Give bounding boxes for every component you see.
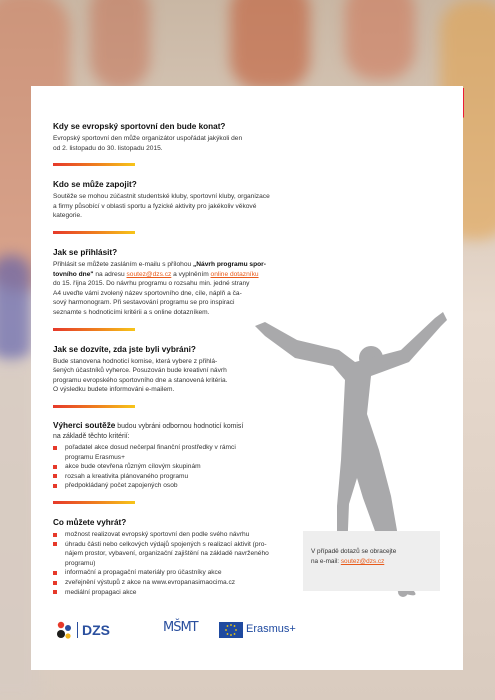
msmt-logo bbox=[163, 616, 213, 644]
text-line: Přihlásit se můžete zasláním e-mailu s přílohou bbox=[53, 260, 193, 268]
text-line: A4 uveďte vámi zvolený název sportovního dne, cíle, náplň a ča- bbox=[53, 289, 242, 297]
item-text: programu) bbox=[65, 559, 96, 567]
dzs-wordmark: DZS bbox=[77, 622, 110, 638]
program-name: tovního dne" bbox=[53, 270, 94, 278]
contact-box bbox=[303, 531, 440, 591]
text-line: na adresu bbox=[93, 270, 127, 278]
questionnaire-link[interactable]: online dotazníku bbox=[210, 270, 259, 278]
list-item: možnost realizovat evropský sportovní den podle svého návrhu bbox=[53, 530, 303, 540]
text-line: šených účastníků vyherce. Posuzován bude kreativní návrh bbox=[53, 367, 227, 375]
list-item: akce bude otevřena různým cílovým skupinám bbox=[53, 462, 303, 472]
section-divider bbox=[53, 163, 135, 166]
section-text bbox=[53, 192, 303, 221]
dzs-logo-mark bbox=[53, 618, 75, 642]
section-apply bbox=[53, 247, 303, 318]
erasmus-wordmark: Erasmus+ bbox=[246, 623, 296, 635]
text-line: a firmy působící v oblasti sportu a fyzické aktivity pro jakékoliv věkové bbox=[53, 202, 257, 210]
section-divider bbox=[53, 231, 135, 234]
contact-text: na e-mail: bbox=[311, 557, 341, 565]
text-line: kategorie. bbox=[53, 212, 82, 220]
section-title: Kdy se evropský sportovní den bude konat? bbox=[53, 122, 226, 131]
logo-bar bbox=[53, 616, 383, 646]
msmt-wordmark: MŠMT bbox=[163, 620, 198, 635]
erasmus-logo bbox=[219, 622, 309, 642]
text-line: do 15. října 2015. Do návrhu programu o rozsahu min. jedné strany bbox=[53, 280, 250, 288]
text-line: Soutěže se mohou zúčastnit studentské kluby, sportovní kluby, organizace bbox=[53, 193, 270, 201]
text-line: a vyplněním bbox=[171, 270, 211, 278]
list-item: mediální propagaci akce bbox=[53, 588, 303, 598]
list-item: rozsah a kreativita plánovaného programu bbox=[53, 472, 303, 482]
info-card bbox=[31, 86, 463, 670]
eu-flag-icon bbox=[219, 622, 243, 638]
section-who bbox=[53, 179, 303, 221]
list-item: zveřejnění výstupů z akce na www.evropanasimaocima.cz bbox=[53, 578, 303, 588]
section-title: Jak se dozvíte, zda jste byli vybráni? bbox=[53, 344, 196, 354]
text-line: na základě těchto kritérií: bbox=[53, 432, 130, 440]
winners-title: Výherci soutěže bbox=[53, 420, 116, 430]
section-title: Kdo se může zapojit? bbox=[53, 180, 137, 190]
item-text: nájem prostor, vybavení, organizační zajištění na základě navrženého bbox=[65, 550, 269, 558]
item-text: pořadatel akce dosud nečerpal finanční prostředky v rámci bbox=[65, 444, 236, 452]
text-line: programu evropského sportovního dne a stanovená kritéria. bbox=[53, 376, 228, 384]
text-line: sový harmonogram. Při sestavování programu se pro inspiraci bbox=[53, 299, 235, 307]
section-divider bbox=[53, 405, 135, 408]
dzs-logo bbox=[53, 618, 123, 644]
text-line: Evropský sportovní den může organizátor uspořádat jakýkoli den bbox=[53, 135, 243, 142]
text-line: od 2. listopadu do 30. listopadu 2015. bbox=[53, 144, 163, 152]
list-item: informační a propagační materiály pro účastníky akce bbox=[53, 568, 303, 578]
section-text bbox=[53, 260, 303, 318]
email-link[interactable]: soutez@dzs.cz bbox=[126, 270, 172, 278]
section-text bbox=[53, 134, 303, 153]
program-name: „Návrh programu spor- bbox=[193, 260, 266, 268]
contact-text: V případě dotazů se obracejte bbox=[311, 548, 397, 555]
text-line: O výsledku budete informováni e-mailem. bbox=[53, 386, 175, 394]
section-title: Co můžete vyhrát? bbox=[53, 518, 127, 528]
section-divider bbox=[53, 328, 135, 331]
section-title: Jak se přihlásit? bbox=[53, 247, 118, 257]
text-line: Bude stanovena hodnoticí komise, která vybere z přihlá- bbox=[53, 357, 218, 365]
section-when bbox=[53, 121, 303, 153]
contact-email-link[interactable]: soutez@dzs.cz bbox=[340, 557, 385, 565]
text-line: budou vybráni odbornou hodnoticí komisí bbox=[115, 422, 244, 430]
list-item: předpokládaný počet zapojených osob bbox=[53, 481, 303, 491]
item-text: úhradu části nebo celkových výdajů spojených s realizací aktivit (pro- bbox=[65, 540, 267, 548]
section-divider bbox=[53, 501, 135, 504]
item-text: programu Erasmus+ bbox=[65, 453, 125, 461]
text-line: seznamte s hodnoticími kritérii a s online dotazníkem. bbox=[53, 308, 210, 316]
